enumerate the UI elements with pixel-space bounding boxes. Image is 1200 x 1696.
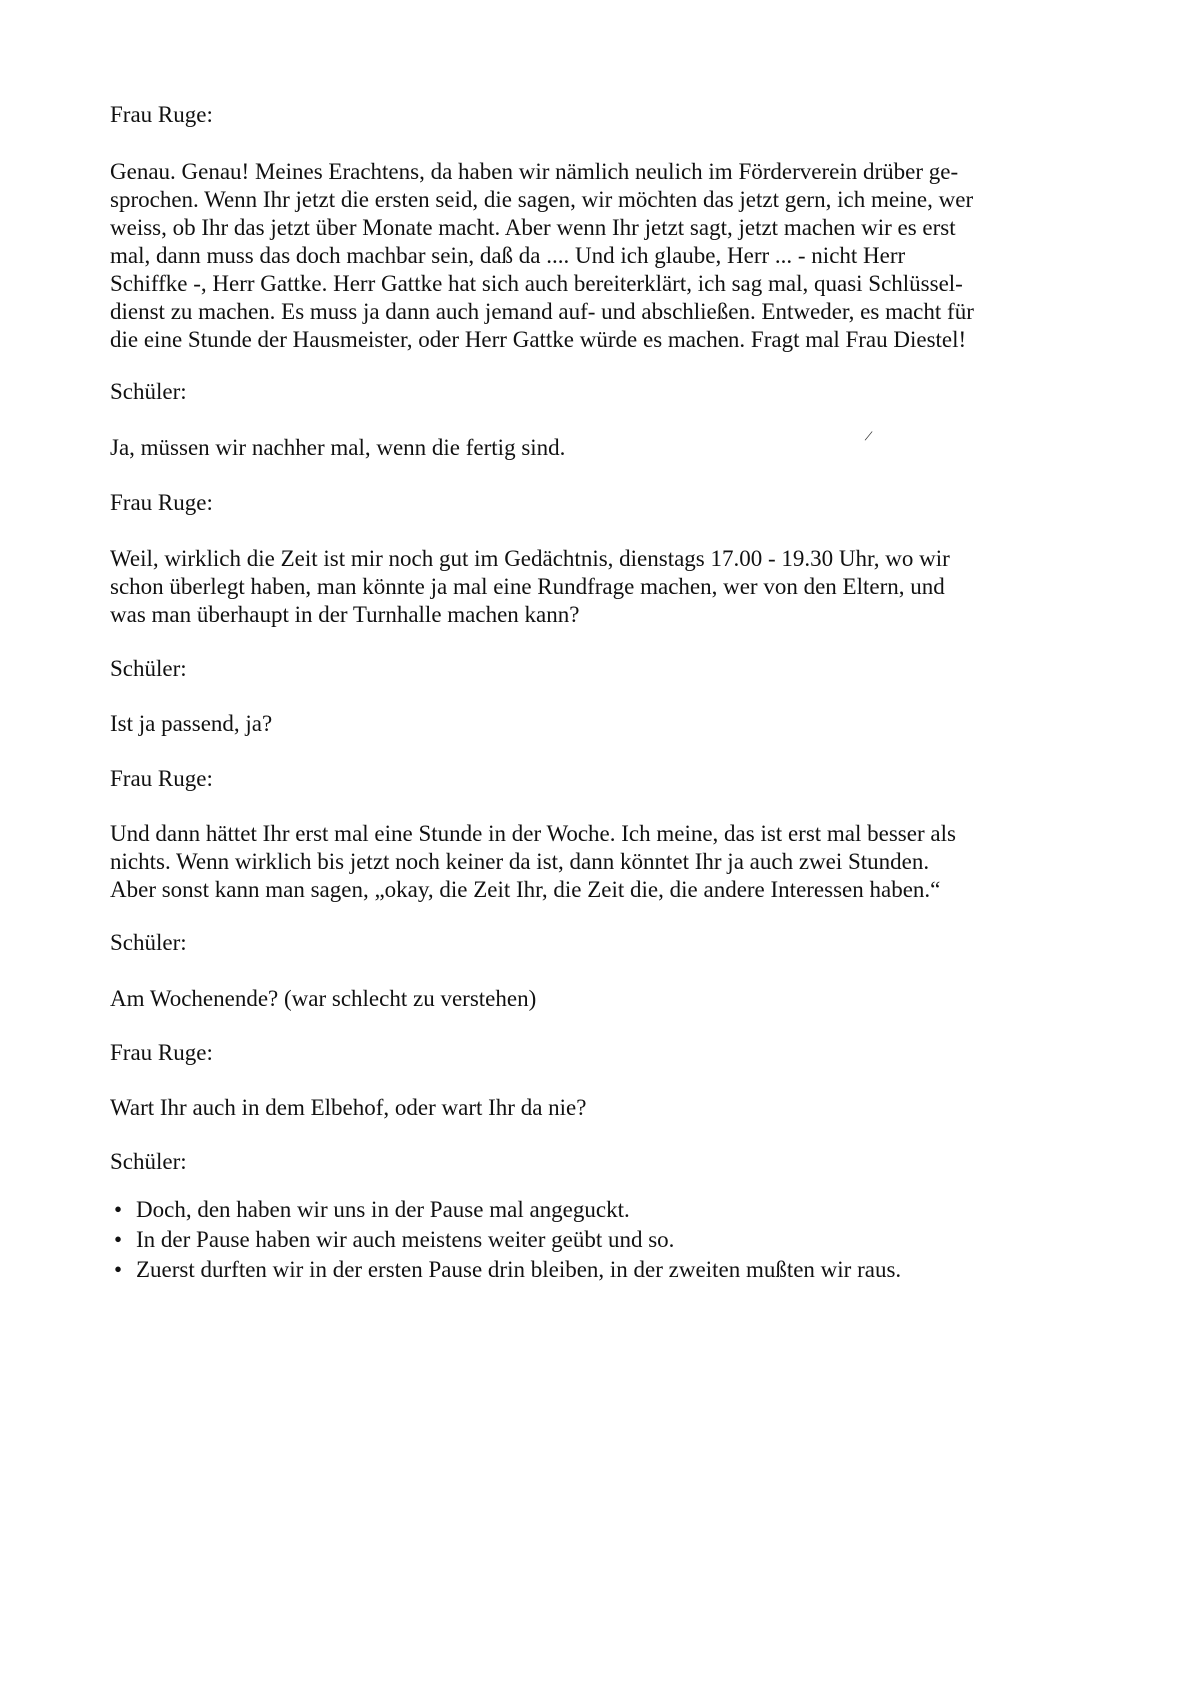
bullet-item: [110, 1255, 1030, 1285]
speaker-label: Frau Ruge:: [110, 102, 213, 127]
bullet-dot-icon: •: [113, 1197, 123, 1222]
utterance-paragraph: [110, 820, 1030, 904]
utterance-line: nichts. Wenn wirklich bis jetzt noch keiner da ist, dann könntet Ihr ja auch zwei Stunden.: [110, 849, 930, 874]
bullet-item: [110, 1195, 1030, 1225]
utterance-line: schon überlegt haben, man könnte ja mal eine Rundfrage machen, wer von den Eltern, und: [110, 574, 945, 599]
speaker-label: Schüler:: [110, 930, 187, 955]
speaker-label: Schüler:: [110, 656, 187, 681]
utterance-paragraph: [110, 434, 1030, 462]
bullet-item: [110, 1225, 1030, 1255]
utterance-line: sprochen. Wenn Ihr jetzt die ersten seid, die sagen, wir möchten das jetzt gern, ich meine, wer: [110, 187, 974, 212]
bullet-dot-icon: •: [113, 1257, 123, 1282]
utterance-line: Schiffke -, Herr Gattke. Herr Gattke hat sich auch bereiterklärt, ich sag mal, quasi Schlüssel-: [110, 271, 963, 296]
utterance-line: die eine Stunde der Hausmeister, oder Herr Gattke würde es machen. Fragt mal Frau Diestel!: [110, 327, 967, 352]
utterance-paragraph: [110, 545, 1030, 629]
bullet-text: In der Pause haben wir auch meistens weiter geübt und so.: [136, 1227, 675, 1252]
utterance-line: weiss, ob Ihr das jetzt über Monate macht. Aber wenn Ihr jetzt sagt, jetzt machen wir es erst: [110, 215, 956, 240]
bullet-list: [110, 1195, 1030, 1285]
utterance-line: Weil, wirklich die Zeit ist mir noch gut im Gedächtnis, dienstags 17.00 - 19.30 Uhr, wo wir: [110, 546, 950, 571]
utterance-paragraph: [110, 158, 1030, 354]
speaker-label: Schüler:: [110, 1149, 187, 1174]
speaker-label: Schüler:: [110, 379, 187, 404]
utterance-line: dienst zu machen. Es muss ja dann auch jemand auf- und abschließen. Entweder, es macht für: [110, 299, 974, 324]
bullet-dot-icon: •: [113, 1227, 123, 1252]
utterance-line: Am Wochenende? (war schlecht zu verstehen): [110, 986, 537, 1011]
stray-pen-mark: /: [863, 427, 874, 446]
utterance-line: was man überhaupt in der Turnhalle machen kann?: [110, 602, 580, 627]
utterance-line: Ist ja passend, ja?: [110, 711, 273, 736]
utterance-paragraph: [110, 985, 1030, 1013]
speaker-label: Frau Ruge:: [110, 766, 213, 791]
bullet-text: Zuerst durften wir in der ersten Pause drin bleiben, in der zweiten mußten wir raus.: [136, 1257, 902, 1282]
utterance-line: Wart Ihr auch in dem Elbehof, oder wart Ihr da nie?: [110, 1095, 587, 1120]
speaker-label: Frau Ruge:: [110, 1040, 213, 1065]
utterance-paragraph: [110, 710, 1030, 738]
utterance-line: Ja, müssen wir nachher mal, wenn die fertig sind.: [110, 435, 566, 460]
utterance-line: mal, dann muss das doch machbar sein, daß da .... Und ich glaube, Herr ... - nicht Herr: [110, 243, 906, 268]
bullet-text: Doch, den haben wir uns in der Pause mal angeguckt.: [136, 1197, 630, 1222]
utterance-line: Und dann hättet Ihr erst mal eine Stunde in der Woche. Ich meine, das ist erst mal besser als: [110, 821, 956, 846]
utterance-line: Aber sonst kann man sagen, „okay, die Zeit Ihr, die Zeit die, die andere Interessen haben.“: [110, 877, 941, 902]
utterance-paragraph: [110, 1094, 1030, 1122]
speaker-label: Frau Ruge:: [110, 490, 213, 515]
utterance-line: Genau. Genau! Meines Erachtens, da haben wir nämlich neulich im Förderverein drüber ge-: [110, 159, 959, 184]
